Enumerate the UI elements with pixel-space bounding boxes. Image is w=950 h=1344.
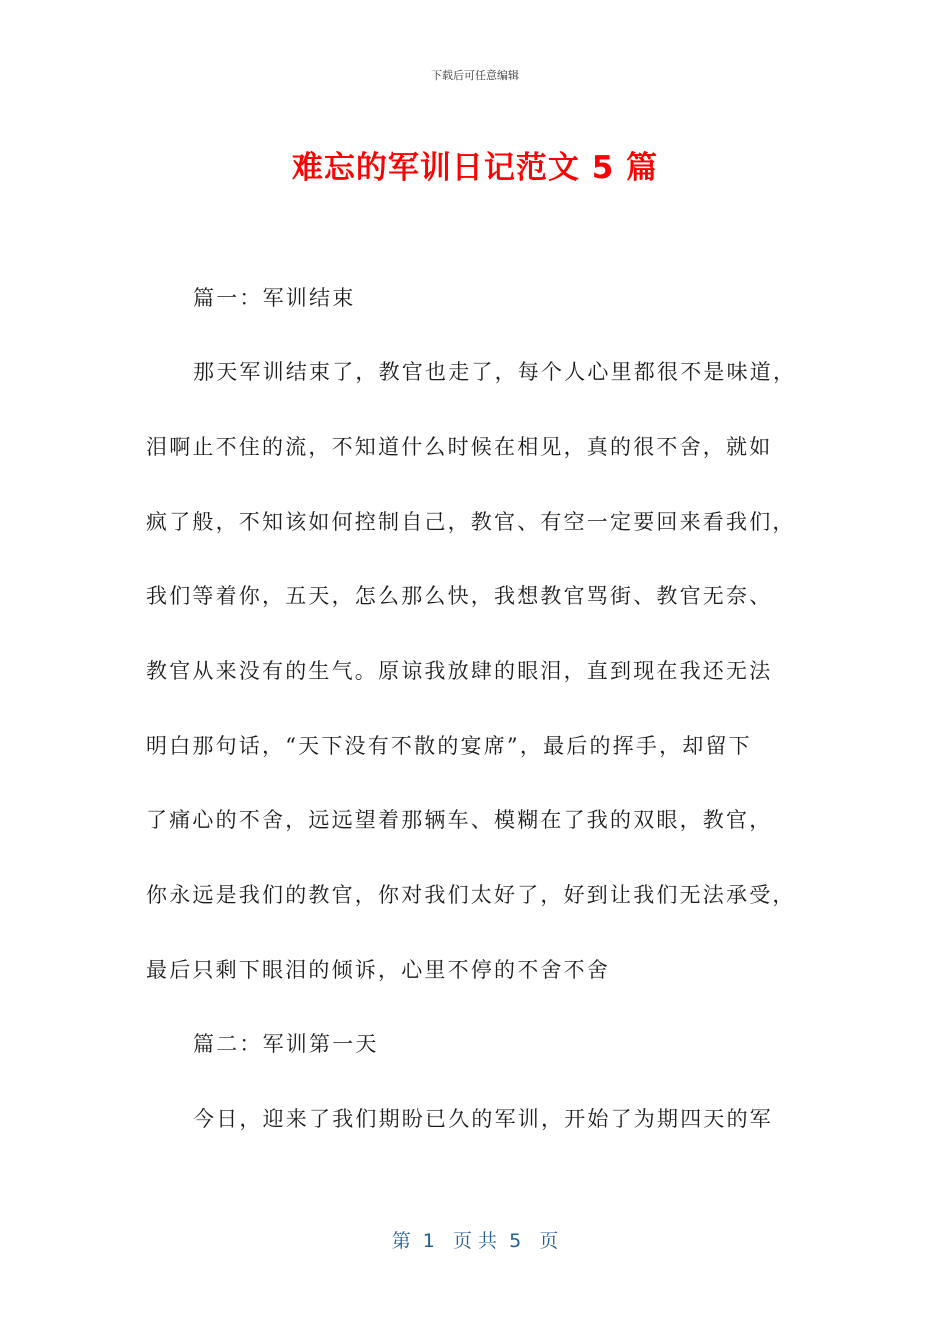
document-title: 难忘的军训日记范文 5 篇 xyxy=(291,150,659,186)
paragraph-line: 我们等着你，五天，怎么那么快，我想教官骂街、教官无奈、 xyxy=(146,584,773,608)
paragraph-line: 明白那句话，“天下没有不散的宴席”，最后的挥手，却留下 xyxy=(146,734,752,758)
header-note: 下载后可任意编辑 xyxy=(431,69,519,82)
section-heading-2: 篇二：军训第一天 xyxy=(193,1032,379,1056)
page-footer: 第 1 页 共 5 页 xyxy=(391,1230,559,1252)
paragraph-line: 疯了般，不知该如何控制自己，教官、有空一定要回来看我们， xyxy=(146,510,796,534)
section-heading-1: 篇一：军训结束 xyxy=(193,286,356,310)
paragraph-line: 你永远是我们的教官，你对我们太好了，好到让我们无法承受， xyxy=(146,883,796,907)
paragraph-line: 今日，迎来了我们期盼已久的军训，开始了为期四天的军 xyxy=(193,1107,773,1131)
paragraph-line: 最后只剩下眼泪的倾诉，心里不停的不舍不舍 xyxy=(146,958,610,982)
paragraph-line: 泪啊止不住的流，不知道什么时候在相见，真的很不舍，就如 xyxy=(146,435,773,459)
paragraph-line: 教官从来没有的生气。原谅我放肆的眼泪，直到现在我还无法 xyxy=(146,659,773,683)
paragraph-line: 那天军训结束了，教官也走了，每个人心里都很不是味道， xyxy=(193,360,797,384)
paragraph-line: 了痛心的不舍，远远望着那辆车、模糊在了我的双眼，教官， xyxy=(146,808,773,832)
